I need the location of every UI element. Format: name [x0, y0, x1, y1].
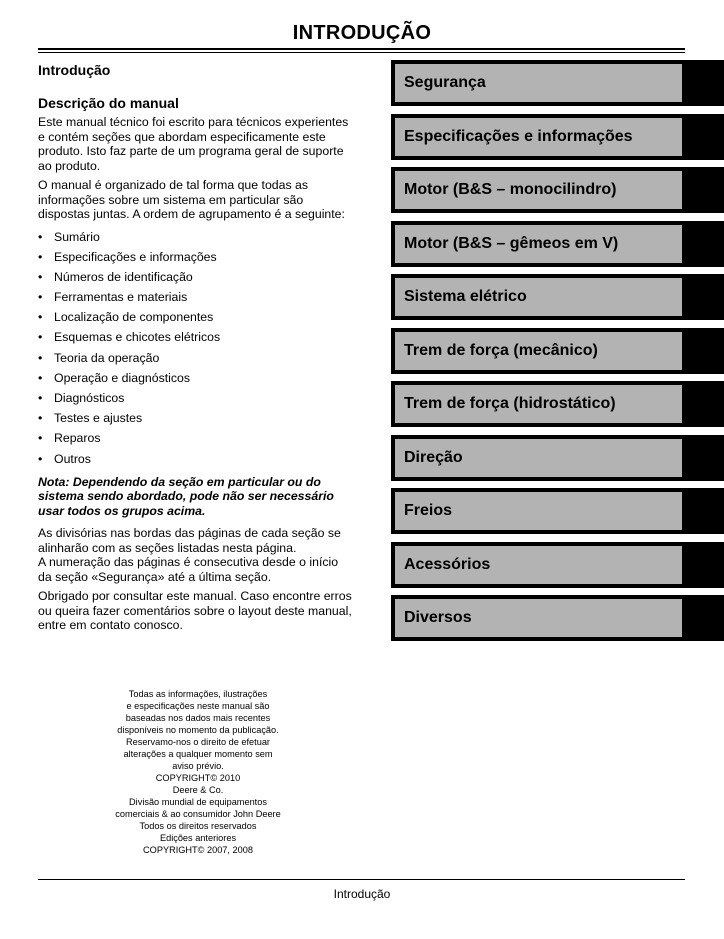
list-item: • Números de identificação: [38, 267, 353, 287]
list-item: • Outros: [38, 449, 353, 469]
section-tab-panel: [395, 278, 682, 316]
copyright-line: alterações a qualquer momento sem: [123, 749, 273, 759]
section-tab-panel: [395, 118, 682, 156]
section-tab[interactable]: [391, 381, 724, 427]
section-tab[interactable]: [391, 488, 724, 534]
section-tab[interactable]: [391, 221, 724, 267]
section-tab-panel: [395, 439, 682, 477]
paragraph-purpose: Este manual técnico foi escrito para técnicos experientes e contém seções que abordam especificamente este produto. Isto faz parte de um programa geral de suporte ao produto.: [38, 115, 349, 173]
section-heading: Introdução: [38, 62, 111, 78]
section-tab[interactable]: [391, 328, 724, 374]
section-tab[interactable]: [391, 435, 724, 481]
section-tab-panel: [395, 64, 682, 102]
section-tab[interactable]: [391, 274, 724, 320]
section-tab-panel: [395, 546, 682, 584]
copyright-line: Todos os direitos reservados: [139, 821, 257, 831]
header-rule-thin: [38, 52, 685, 53]
copyright-line: Reservamo-nos o direito de efetuar: [125, 737, 270, 747]
paragraph-dividers: As divisórias nas bordas das páginas de cada seção se alinharão com as seções listadas nesta página.: [38, 526, 341, 555]
section-tab-panel: [395, 385, 682, 423]
copyright-line: Deere & Co.: [172, 785, 224, 795]
list-item: • Operação e diagnósticos: [38, 368, 353, 388]
paragraph-organization: O manual é organizado de tal forma que todas as informações sobre um sistema em particular são dispostas juntas. A ordem de agrupamento é a seguinte:: [38, 178, 345, 221]
list-item: • Reparos: [38, 428, 353, 448]
list-item: • Testes e ajustes: [38, 408, 353, 428]
list-item: • Teoria da operação: [38, 348, 353, 368]
section-tab-panel: [395, 599, 682, 637]
section-tab[interactable]: [391, 167, 724, 213]
paragraph-numbering: A numeração das páginas é consecutiva desde o início da seção «Segurança» até a última seção.: [38, 555, 339, 584]
copyright-line: Divisão mundial de equipamentos: [129, 797, 267, 807]
section-tab-label: Freios: [404, 502, 453, 519]
section-tab-label: Acessórios: [404, 555, 491, 573]
list-item: • Ferramentas e materiais: [38, 287, 353, 307]
note-text: Nota: Dependendo da seção em particular ou do sistema sendo abordado, pode não ser necessário usar todos os grupos acima.: [38, 474, 334, 518]
footer-label: Introdução: [333, 887, 391, 901]
copyright-line: disponíveis no momento da publicação.: [117, 725, 279, 735]
section-tab-label: Trem de força (mecânico): [404, 341, 598, 359]
copyright-line: e especificações neste manual são: [126, 701, 270, 711]
header-rule: [38, 48, 685, 50]
section-tab-label: Motor (B&S – monocilindro): [404, 181, 617, 198]
section-tab[interactable]: [391, 595, 724, 641]
page-title: INTRODUÇÃO: [292, 22, 432, 44]
list-item: • Sumário: [38, 227, 353, 247]
list-item: • Especificações e informações: [38, 247, 353, 267]
copyright-line: Edições anteriores: [159, 833, 237, 843]
section-tab-label: Diversos: [404, 609, 472, 626]
copyright-line: baseadas nos dados mais recentes: [125, 713, 271, 723]
intro-column: [38, 60, 353, 638]
section-tab-label: Trem de força (hidrostático): [404, 395, 616, 412]
section-tab-panel: [395, 171, 682, 209]
copyright-line: Todas as informações, ilustrações: [128, 689, 268, 699]
copyright-line: COPYRIGHT© 2010: [155, 773, 241, 783]
section-tab-label: Especificações e informações: [404, 127, 633, 145]
section-tab[interactable]: [391, 542, 724, 588]
section-tab-panel: [395, 225, 682, 263]
section-tab-label: Motor (B&S – gêmeos em V): [404, 234, 619, 252]
copyright-line: comerciais & ao consumidor John Deere: [115, 809, 281, 819]
paragraph-thanks: Obrigado por consultar este manual. Caso encontre erros ou queira fazer comentários sobre o layout deste manual, entre em contato conosco.: [38, 589, 352, 633]
copyright-line: aviso prévio.: [172, 761, 224, 771]
footer-rule: [38, 879, 685, 880]
subsection-heading: Descrição do manual: [38, 94, 179, 111]
group-list: [38, 227, 353, 469]
section-tab-label: Direção: [404, 448, 463, 466]
section-tab-label: Sistema elétrico: [404, 288, 527, 305]
section-tab-label: Segurança: [404, 74, 486, 91]
list-item: • Esquemas e chicotes elétricos: [38, 327, 353, 347]
section-tabs: [391, 60, 724, 649]
list-item: • Diagnósticos: [38, 388, 353, 408]
copyright-block: [100, 688, 296, 856]
list-item: • Localização de componentes: [38, 307, 353, 327]
section-tab[interactable]: [391, 114, 724, 160]
section-tab[interactable]: [391, 60, 724, 106]
section-tab-panel: [395, 492, 682, 530]
section-tab-panel: [395, 332, 682, 370]
copyright-line: COPYRIGHT© 2007, 2008: [143, 845, 253, 855]
